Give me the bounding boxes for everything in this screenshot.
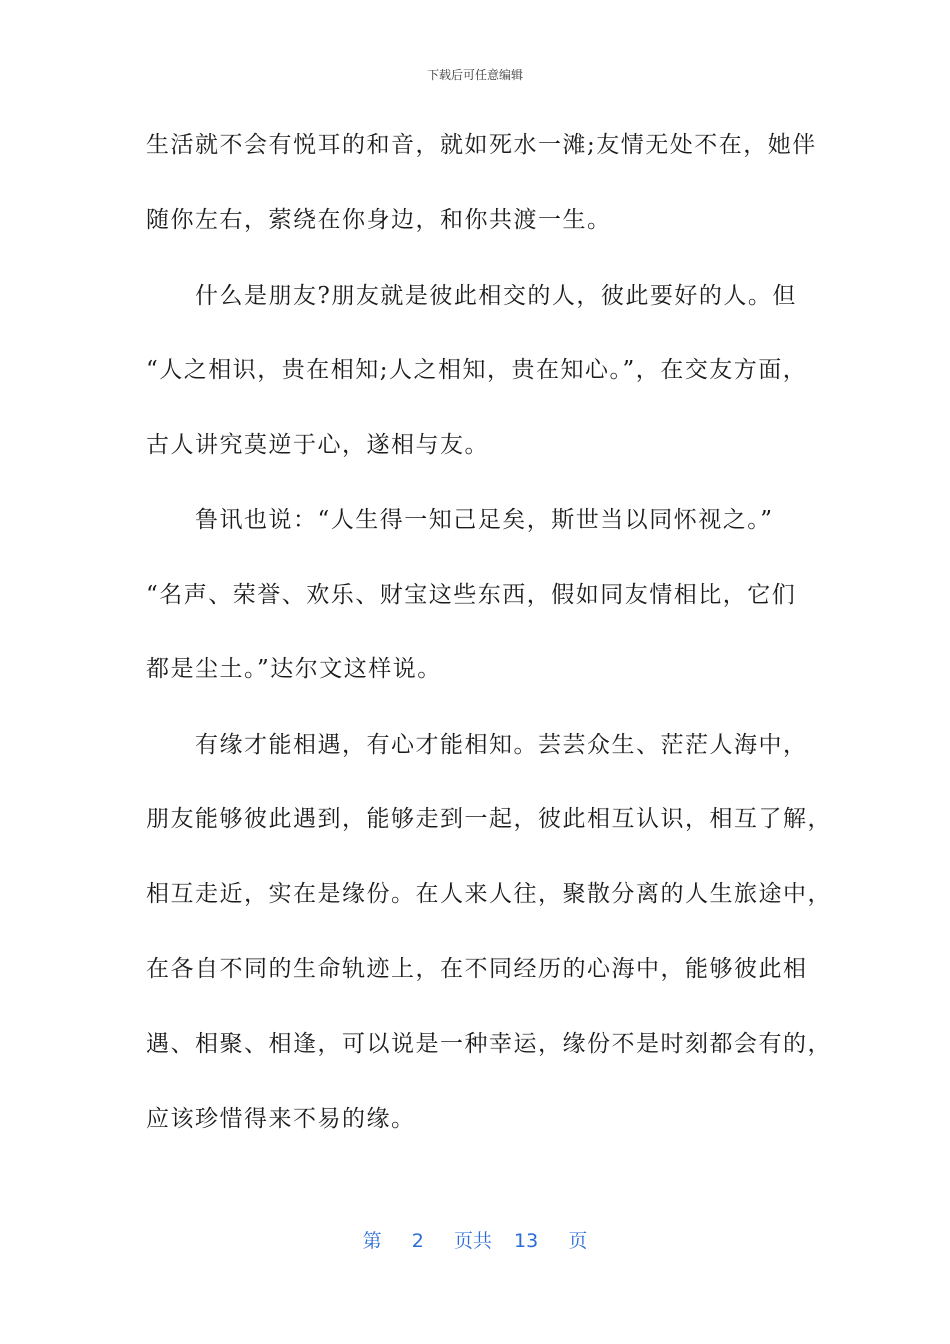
text-line: 鲁讯也说：“人生得一知己足矣，斯世当以同怀视之。” [146,507,774,533]
page-header: 下载后可任意编辑 [426,68,523,82]
page-number-footer [0,1226,950,1253]
text-line: 在各自不同的生命轨迹上，在不同经历的心海中，能够彼此相 [146,956,808,982]
text-line: 都是尘土。”达尔文这样说。 [146,656,442,682]
footer-suffix: 页 [568,1230,588,1252]
text-line: “人之相识，贵在相知;人之相知，贵在知心。”，在交友方面， [146,357,808,383]
text-line: 应该珍惜得来不易的缘。 [146,1106,416,1132]
text-line: 遇、相聚、相逢，可以说是一种幸运，缘份不是时刻都会有的， [146,1031,832,1057]
text-line: 相互走近，实在是缘份。在人来人往，聚散分离的人生旅途中， [146,881,832,907]
text-line: 生活就不会有悦耳的和音，就如死水一滩;友情无处不在，她伴 [146,132,817,158]
text-line: 随你左右，萦绕在你身边，和你共渡一生。 [146,207,612,233]
text-line: 朋友能够彼此遇到，能够走到一起，彼此相互认识，相互了解， [146,806,832,832]
total-page-count: 13 [514,1230,539,1252]
text-line: 什么是朋友?朋友就是彼此相交的人，彼此要好的人。但 [146,283,797,309]
footer-middle: 页共 [453,1230,492,1252]
text-line: “名声、荣誉、欢乐、财宝这些东西，假如同友情相比，它们 [146,582,797,608]
text-line: 古人讲究莫逆于心，遂相与友。 [146,432,489,458]
footer-prefix: 第 [362,1230,382,1252]
current-page-number: 2 [411,1230,424,1252]
text-line: 有缘才能相遇，有心才能相知。芸芸众生、茫茫人海中， [146,732,808,758]
